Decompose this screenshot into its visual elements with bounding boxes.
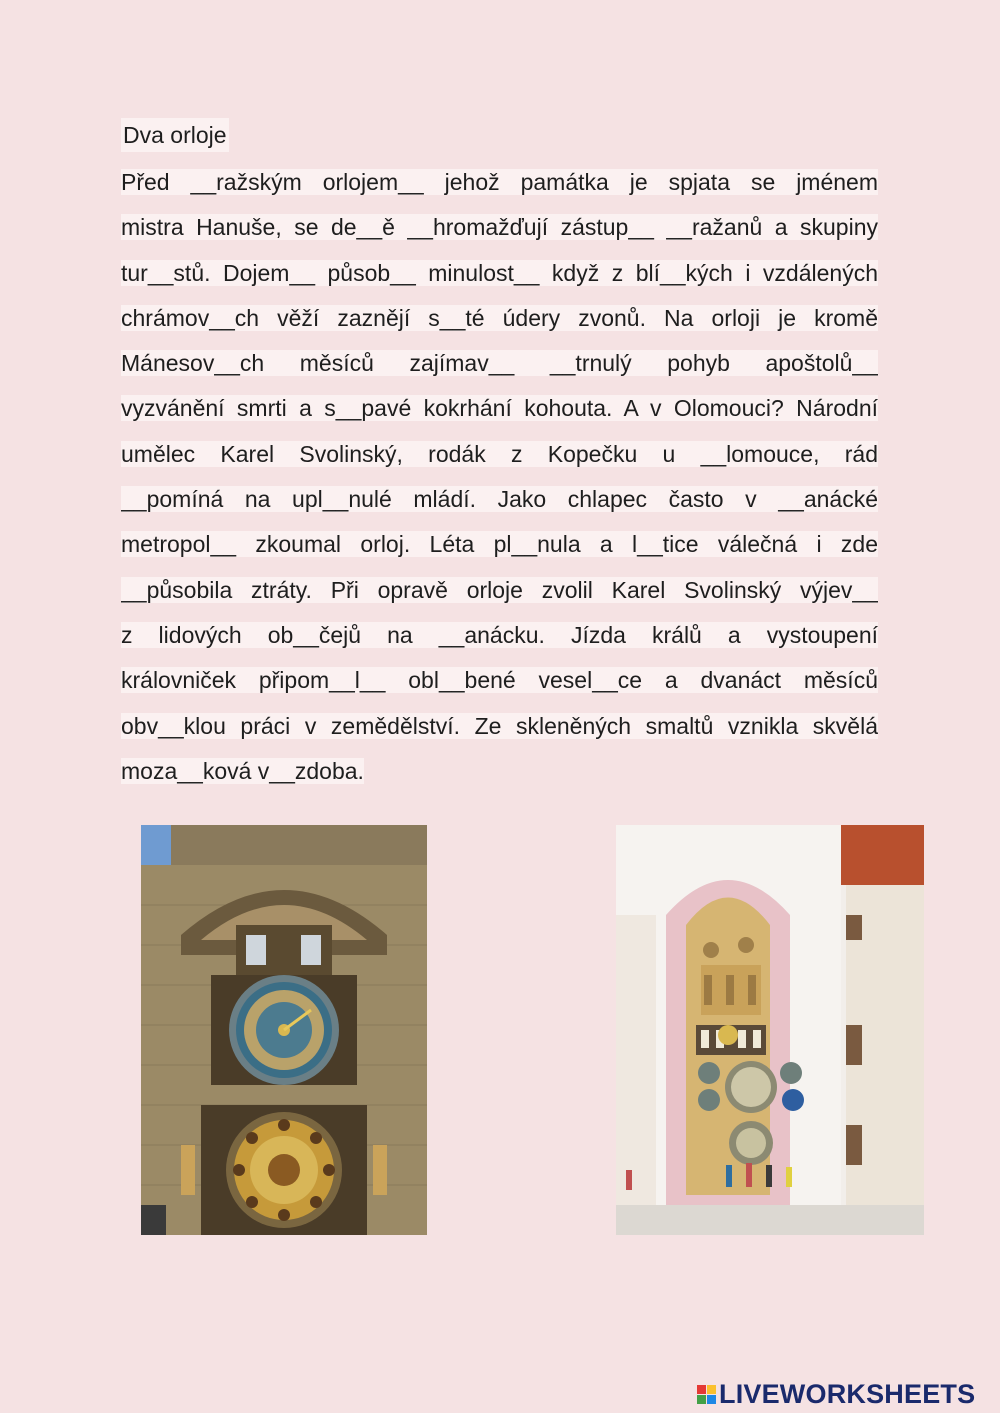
- olomouc-clock-photo: [616, 825, 924, 1235]
- liveworksheets-logo: [697, 1377, 975, 1411]
- worksheet-paragraph: [121, 160, 878, 794]
- paragraph-line: chrámov__ch věží zaznějí s__té údery zvonů. Na orloji je kromě: [121, 304, 878, 331]
- liveworksheets-logo-icon: [697, 1385, 716, 1404]
- paragraph-line: tur__stů. Dojem__ působ__ minulost__ když z blí__kých i vzdálených: [121, 259, 878, 286]
- paragraph-line: __pomíná na upl__nulé mládí. Jako chlapec často v __anácké: [121, 486, 878, 513]
- paragraph-line: __působila ztráty. Při opravě orloje zvolil Karel Svolinský výjev__: [121, 576, 878, 603]
- paragraph-line: královniček připom__l__ obl__bené vesel__ce a dvanáct měsíců: [121, 667, 878, 694]
- paragraph-line: metropol__ zkoumal orloj. Léta pl__nula a l__tice válečná i zde: [121, 531, 878, 558]
- paragraph-line: Mánesov__ch měsíců zajímav__ __trnulý pohyb apoštolů__: [121, 350, 878, 377]
- logo-text: LIVEWORKSHEETS: [719, 1378, 976, 1409]
- paragraph-line: obv__klou práci v zemědělství. Ze skleněných smaltů vznikla skvělá: [121, 712, 878, 739]
- paragraph-line: vyzvánění smrti a s__pavé kokrhání kohouta. A v Olomouci? Národní: [121, 395, 878, 422]
- prague-clock-photo: [141, 825, 427, 1235]
- paragraph-line: mistra Hanuše, se de__ě __hromažďují zástup__ __ražanů a skupiny: [121, 214, 878, 241]
- paragraph-line: Před __ražským orlojem__ jehož památka je spjata se jménem: [121, 169, 878, 195]
- paragraph-line: z lidových ob__čejů na __anácku. Jízda králů a vystoupení: [121, 621, 878, 648]
- paragraph-line: umělec Karel Svolinský, rodák z Kopečku u __lomouce, rád: [121, 440, 878, 467]
- worksheet-title: Dva orloje: [121, 118, 229, 152]
- paragraph-line: moza__ková v__zdoba.: [121, 757, 364, 784]
